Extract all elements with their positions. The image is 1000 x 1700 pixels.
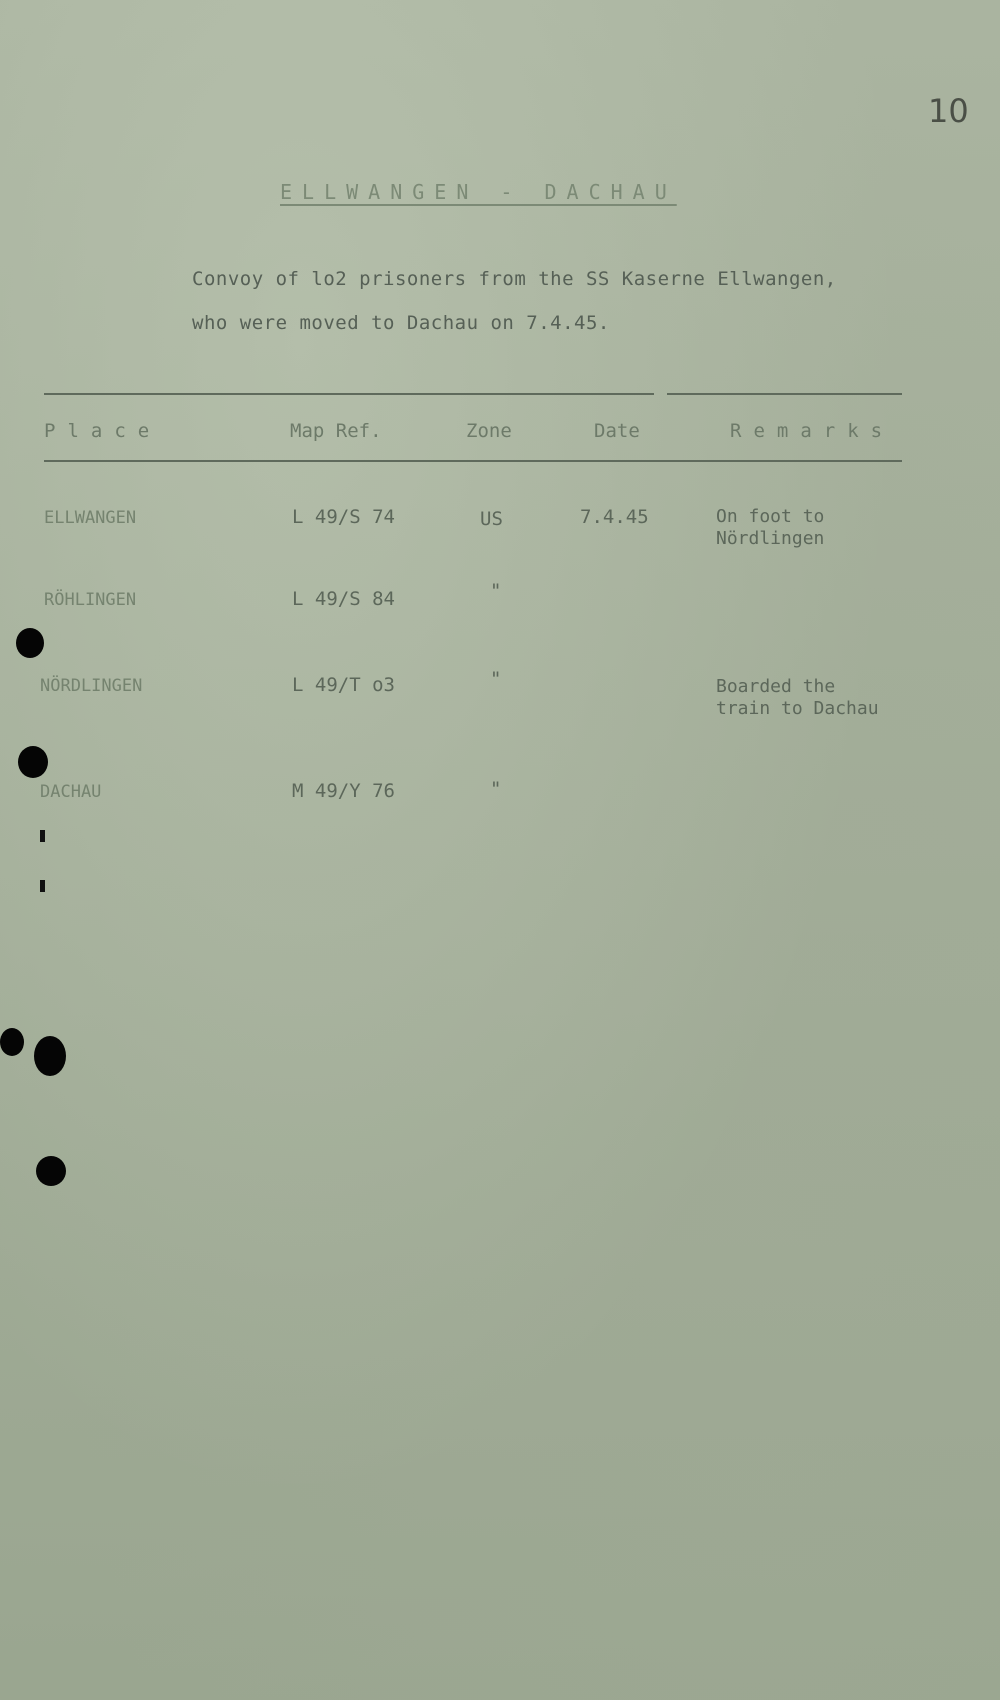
row-1-remarks-line-2: Nördlingen (716, 528, 825, 549)
row-4-place: DACHAU (40, 782, 102, 802)
row-1-remarks (716, 506, 824, 550)
row-1-zone: US (480, 508, 503, 530)
header-map-ref: Map Ref. (290, 420, 382, 442)
row-1-place: ELLWANGEN (44, 508, 137, 528)
document-title: ELLWANGEN - DACHAU (280, 180, 677, 204)
row-3-zone: " (490, 668, 502, 690)
header-place: Place (44, 420, 162, 442)
punch-hole (18, 746, 48, 778)
row-3-remarks (716, 676, 879, 720)
row-1-date: 7.4.45 (580, 506, 649, 528)
table-top-rule-right (667, 393, 902, 395)
header-date: Date (594, 420, 640, 442)
punch-hole (34, 1036, 66, 1076)
row-3-remarks-line-2: train to Dachau (716, 698, 879, 719)
punch-hole (36, 1156, 66, 1186)
page-number: 10 (928, 92, 969, 130)
row-3-place: NÖRDLINGEN (40, 676, 143, 696)
row-4-zone: " (490, 778, 502, 800)
row-1-map-ref: L 49/S 74 (292, 506, 395, 528)
table-top-rule-left (44, 393, 654, 395)
row-2-map-ref: L 49/S 84 (292, 588, 395, 610)
intro-line-2: who were moved to Dachau on 7.4.45. (192, 312, 610, 334)
punch-hole (16, 628, 44, 658)
row-3-remarks-line-1: Boarded the (716, 676, 836, 697)
header-bottom-rule (44, 460, 902, 462)
header-remarks: Remarks (730, 420, 895, 442)
row-2-zone: " (490, 580, 502, 602)
ink-mark (40, 830, 45, 842)
ink-mark (40, 880, 45, 892)
row-1-remarks-line-1: On foot to (716, 506, 825, 527)
row-2-place: RÖHLINGEN (44, 590, 137, 610)
punch-hole (0, 1028, 24, 1056)
row-4-map-ref: M 49/Y 76 (292, 780, 395, 802)
intro-line-1: Convoy of lo2 prisoners from the SS Kaserne Ellwangen, (192, 268, 837, 290)
row-3-map-ref: L 49/T o3 (292, 674, 395, 696)
header-zone: Zone (466, 420, 512, 442)
